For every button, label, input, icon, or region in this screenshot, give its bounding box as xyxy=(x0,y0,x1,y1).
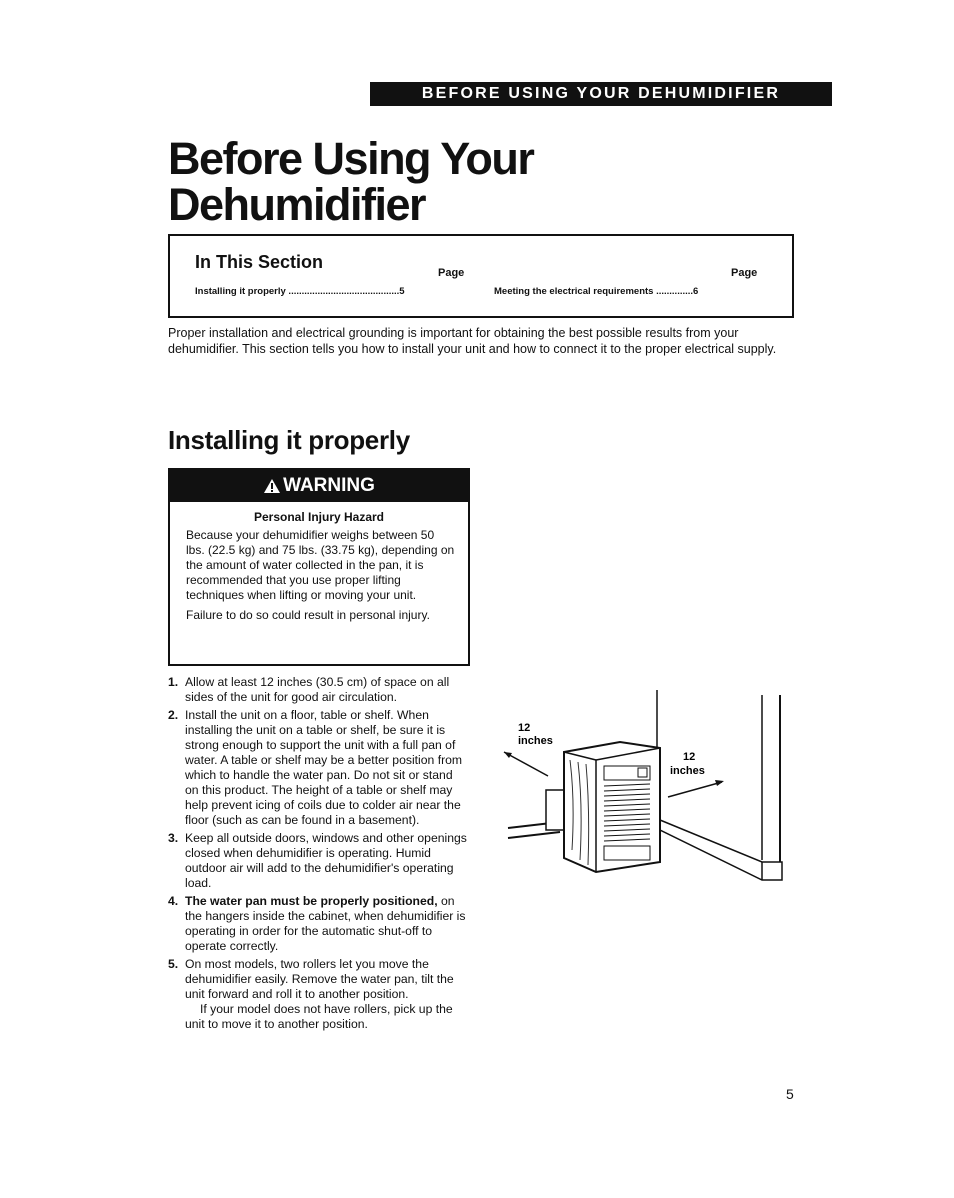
warning-bar xyxy=(170,470,468,502)
warning-heading: Personal Injury Hazard xyxy=(253,510,385,524)
toc-page-header-right: Page xyxy=(731,267,758,279)
list-item xyxy=(168,708,468,828)
warning-box xyxy=(168,468,470,666)
page-number: 5 xyxy=(786,1086,794,1102)
toc-page-header-left: Page xyxy=(438,267,465,279)
installation-steps xyxy=(168,675,468,1035)
clearance-label-right-num: 12 xyxy=(683,751,696,763)
step-text: On most models, two rollers let you move the dehumidifier easily. Remove the water pan, tilt the unit forward and roll it to another position. xyxy=(185,957,454,1001)
warning-triangle-icon xyxy=(263,478,281,494)
step-number: 5. xyxy=(168,957,179,971)
step-text: Keep all outside doors, windows and other openings closed when dehumidifier is operating. Humid outdoor air will add to the dehumidifier's operating load. xyxy=(185,831,467,890)
intro-paragraph: Proper installation and electrical grounding is important for obtaining the best possible results from your dehumidifier. This section tells you how to install your unit and how to connect it to the proper electrical supply. xyxy=(168,326,777,356)
step-text: Install the unit on a floor, table or shelf. When installing the unit on a table or shelf, be sure it is strong enough to support the unit with a full pan of water. A table or shelf may be a better position from which to handle the water pan. Do not sit or stand on this product. The height of a table or shelf may help prevent icing of coils due to colder air near the floor (such as can be found in a basement). xyxy=(185,708,463,827)
list-item xyxy=(168,675,468,705)
warning-paragraph-1: Because your dehumidifier weighs between 50 lbs. (22.5 kg) and 75 lbs. (33.75 kg), depending on the amount of water collected in the pan, it is recommended that you use proper lifting techniques when lifting or moving your unit. xyxy=(186,528,455,602)
step-number: 2. xyxy=(168,708,179,722)
section-title: Installing it properly xyxy=(168,425,410,455)
list-item xyxy=(168,831,468,891)
clearance-label-left-num: 12 xyxy=(518,722,531,734)
clearance-label-right-unit: inches xyxy=(670,765,705,777)
list-item xyxy=(168,894,468,954)
toc-heading: In This Section xyxy=(195,252,324,272)
warning-paragraph-2: Failure to do so could result in personal injury. xyxy=(186,608,430,622)
toc-entry-electrical[interactable]: Meeting the electrical requirements ..............6 xyxy=(494,286,699,297)
toc-entry-installing[interactable]: Installing it properly ..........................................5 xyxy=(195,286,405,297)
step-lead: The water pan must be properly positioned, xyxy=(185,894,438,908)
page-title xyxy=(168,133,534,230)
step-text: Allow at least 12 inches (30.5 cm) of space on all sides of the unit for good air circulation. xyxy=(185,675,450,704)
step-number: 4. xyxy=(168,894,179,908)
warning-label: WARNING xyxy=(283,475,375,496)
clearance-label-left-unit: inches xyxy=(518,735,553,747)
page-title-line1: Before Using Your xyxy=(168,133,534,184)
step-subtext: If your model does not have rollers, pick up the unit to move it to another position. xyxy=(185,1002,453,1031)
step-number: 1. xyxy=(168,675,179,689)
section-header-bar: BEFORE USING YOUR DEHUMIDIFIER xyxy=(370,82,832,106)
list-item xyxy=(168,957,468,1032)
warning-body xyxy=(186,528,456,623)
page-title-line2: Dehumidifier xyxy=(168,179,426,230)
step-text: on the hangers inside the cabinet, when dehumidifier is operating in order for the automatic shut-off to operate correctly. xyxy=(185,894,466,953)
clearance-illustration xyxy=(500,690,795,890)
step-number: 3. xyxy=(168,831,179,845)
in-this-section-box xyxy=(168,234,794,318)
